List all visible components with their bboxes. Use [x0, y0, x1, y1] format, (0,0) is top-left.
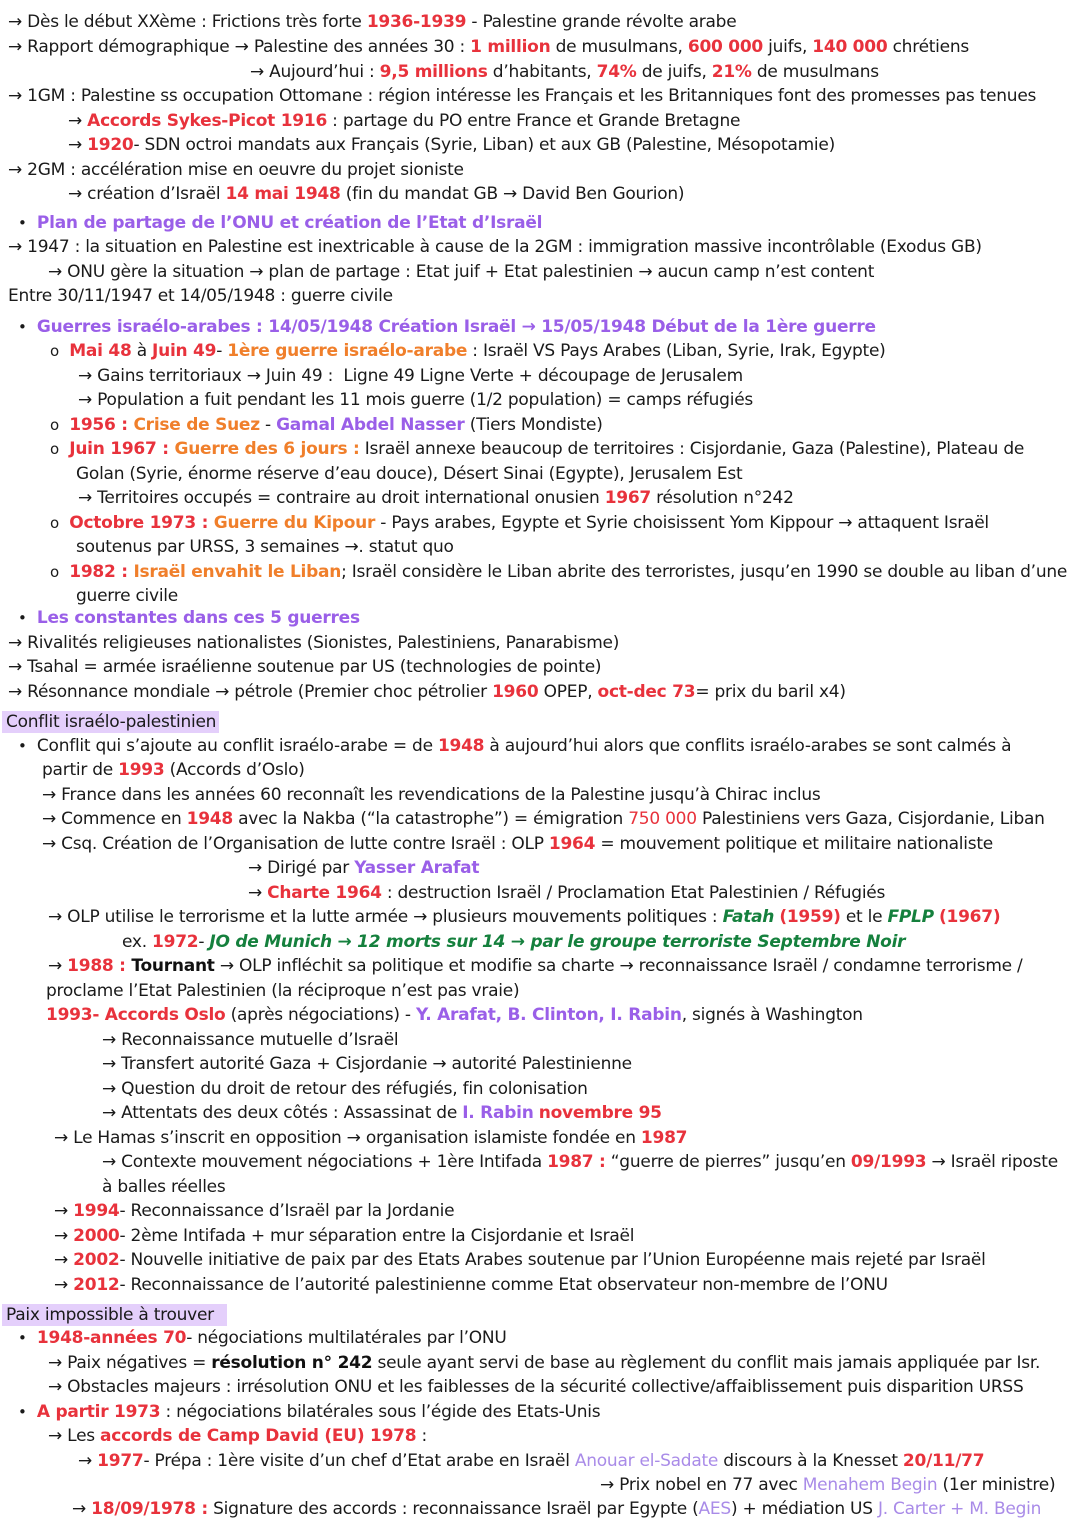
note-text: 1948: [186, 809, 233, 829]
bullet-marker: o: [50, 342, 59, 360]
bullet-marker: o: [50, 514, 59, 532]
note-line: [48, 954, 1023, 978]
note-text: [59, 562, 69, 582]
note-text: 140 000: [812, 37, 888, 57]
note-text: proclame l’Etat Palestinien (la réciproque n’est pas vraie): [46, 981, 520, 1001]
note-line: [8, 84, 1036, 108]
note-text: 1948: [437, 736, 485, 756]
note-text: (1967): [939, 907, 1001, 927]
note-text: → Prix nobel en 77 avec: [600, 1475, 803, 1495]
note-text: Charte 1964: [267, 883, 382, 903]
note-text: → Israël riposte: [926, 1152, 1058, 1172]
note-text: → Tsahal = armée israélienne soutenue par US (technologies de pointe): [8, 657, 602, 677]
note-text: [27, 213, 37, 233]
note-text: oct-dec 73: [597, 682, 696, 702]
note-text: 74%: [596, 62, 637, 82]
note-text: Palestiniens vers Gaza, Cisjordanie, Liban: [696, 809, 1045, 829]
note-line: [248, 856, 479, 880]
note-text: - Nouvelle initiative de paix par des Etats Arabes soutenue par l’Union Européenne mais rejeté par Israël: [119, 1250, 986, 1270]
note-text: novembre 95: [538, 1103, 662, 1123]
note-text: → Gains territoriaux → Juin 49 : Ligne 49 Ligne Verte + découpage de Jerusalem: [78, 366, 743, 386]
note-text: → Rapport démographique → Palestine des années 30 :: [8, 37, 471, 57]
note-text: - Pays arabes, Egypte et Syrie choisissent Yom Kippour → attaquent Israël: [375, 513, 989, 533]
note-text: → Paix négatives =: [48, 1353, 212, 1373]
note-line: [68, 109, 740, 133]
note-line: [46, 1003, 863, 1027]
note-line: [68, 133, 835, 157]
note-text: Accords Sykes-Picot 1916: [87, 111, 328, 131]
note-line: [50, 511, 989, 535]
note-text: 750 000: [628, 809, 697, 829]
note-text: → Dirigé par: [248, 858, 355, 878]
note-line: [600, 1473, 1055, 1497]
note-text: [59, 513, 69, 533]
note-line: [102, 1028, 398, 1052]
note-text: →: [68, 135, 88, 155]
note-line: [54, 1199, 454, 1223]
note-line: [78, 388, 753, 412]
note-line: [8, 10, 736, 34]
note-line: [78, 364, 743, 388]
note-text: FPLP: [887, 907, 934, 927]
bullet-marker: •: [18, 737, 27, 755]
note-text: →: [248, 883, 268, 903]
note-text: chrétiens: [887, 37, 970, 57]
note-line: [102, 1101, 662, 1125]
note-text: :: [416, 1426, 427, 1446]
note-line: [46, 979, 519, 1003]
bullet-marker: •: [18, 1403, 27, 1421]
note-text: → Question du droit de retour des réfugiés, fin colonisation: [102, 1079, 588, 1099]
note-text: et le: [840, 907, 888, 927]
note-text: -: [198, 932, 210, 952]
note-text: accords de Camp David (EU) 1978: [100, 1426, 417, 1446]
note-text: - SDN octroi mandats aux Français (Syrie, Liban) et aux GB (Palestine, Mésopotamie): [133, 135, 835, 155]
note-text: 600 000: [687, 37, 763, 57]
note-line: [8, 631, 619, 655]
note-text: ) + médiation US: [730, 1499, 878, 1519]
note-line: [8, 655, 601, 679]
note-text: de musulmans: [751, 62, 879, 82]
note-text: 1982 :: [69, 562, 134, 582]
note-text: 1988 :: [67, 956, 132, 976]
note-text: 1920: [87, 135, 134, 155]
note-text: de juifs,: [636, 62, 712, 82]
note-line: [68, 182, 684, 206]
note-text: Golan (Syrie, énorme réserve d’eau douce), Désert Sinai (Egypte), Jerusalem Est: [76, 464, 743, 484]
note-text: Fatah: [722, 907, 775, 927]
note-text: [27, 608, 37, 628]
note-line: [42, 783, 820, 807]
note-text: 1977: [97, 1451, 144, 1471]
note-text: 9,5 millions: [379, 62, 488, 82]
note-text: → Population a fuit pendant les 11 mois guerre (1/2 population) = camps réfugiés: [78, 390, 754, 410]
note-text: (après négociations) -: [225, 1005, 416, 1025]
note-text: → Csq. Création de l’Organisation de lutte contre Israël : OLP: [42, 834, 549, 854]
note-text: → France dans les années 60 reconnaît les revendications de la Palestine jusqu’à Chirac inclus: [42, 785, 821, 805]
note-line: [18, 1326, 507, 1350]
note-text: Gamal Abdel Nasser: [276, 415, 465, 435]
note-text: Mai 48: [69, 341, 132, 361]
note-text: partir de: [42, 760, 119, 780]
note-line: [18, 315, 876, 339]
note-line: [54, 1126, 687, 1150]
note-text: → Transfert autorité Gaza + Cisjordanie → autorité Palestinienne: [102, 1054, 632, 1074]
bullet-marker: •: [18, 609, 27, 627]
note-text: (1er ministre): [937, 1475, 1056, 1495]
note-text: Israël envahit le Liban: [133, 562, 342, 582]
note-text: 1 million: [470, 37, 551, 57]
note-text: : négociations bilatérales sous l’égide des Etats-Unis: [160, 1402, 601, 1422]
note-text: 1936-1939: [366, 12, 467, 32]
note-text: 14 mai 1948: [225, 184, 341, 204]
note-text: = mouvement politique et militaire nationaliste: [595, 834, 993, 854]
note-text: à aujourd’hui alors que conflits israélo-arabes se sont calmés à: [484, 736, 1012, 756]
note-text: guerre civile: [76, 586, 178, 606]
note-line: [102, 1175, 226, 1199]
note-text: →: [54, 1226, 74, 1246]
note-line: [8, 284, 393, 308]
note-text: (Accords d’Oslo): [164, 760, 305, 780]
note-text: Juin 49: [152, 341, 217, 361]
note-line: [48, 1375, 1023, 1399]
note-text: résolution n° 242: [211, 1353, 373, 1373]
note-line: [48, 905, 1000, 929]
note-text: Conflit qui s’ajoute au conflit israélo-arabe = de: [26, 736, 438, 756]
note-text: 1987 :: [547, 1152, 606, 1172]
section-title: Paix impossible à trouver: [2, 1304, 227, 1326]
note-text: Guerres israélo-arabes : 14/05/1948 Création Israël → 15/05/1948 Début de la 1ère guerre: [36, 317, 876, 337]
note-text: juifs,: [763, 37, 813, 57]
note-text: → OLP utilise le terrorisme et la lutte armée → plusieurs mouvements politiques :: [48, 907, 723, 927]
note-text: 09/1993: [850, 1152, 927, 1172]
note-text: Plan de partage de l’ONU et création de l’Etat d’Israël: [36, 213, 543, 233]
bullet-marker: •: [18, 318, 27, 336]
note-text: [27, 1328, 37, 1348]
note-line: [102, 1150, 1058, 1174]
note-text: : partage du PO entre France et Grande Bretagne: [327, 111, 741, 131]
note-text: 2012: [73, 1275, 120, 1295]
note-text: Juin 1967 :: [69, 439, 175, 459]
note-text: 2002: [73, 1250, 120, 1270]
note-line: [48, 260, 874, 284]
note-line: [250, 60, 879, 84]
note-text: J. Carter + M. Begin: [877, 1499, 1042, 1519]
note-line: [2, 710, 219, 734]
note-text: → Résonnance mondiale → pétrole (Premier choc pétrolier: [8, 682, 493, 702]
note-text: →: [54, 1201, 74, 1221]
note-text: AES: [698, 1499, 731, 1519]
note-line: [8, 158, 464, 182]
note-line: [18, 606, 360, 630]
note-line: [2, 1303, 227, 1327]
note-text: 1ère guerre israélo-arabe: [227, 341, 468, 361]
note-text: 1993: [118, 760, 165, 780]
note-text: : destruction Israël / Proclamation Etat Palestinien / Réfugiés: [381, 883, 886, 903]
note-text: seule ayant servi de base au règlement du conflit mais jamais appliquée par Isr.: [372, 1353, 1041, 1373]
note-line: [248, 881, 885, 905]
note-text: 21%: [711, 62, 752, 82]
note-text: →: [54, 1275, 74, 1295]
note-text: [59, 341, 69, 361]
note-text: Octobre 1973 :: [69, 513, 214, 533]
bullet-marker: •: [18, 1329, 27, 1347]
note-line: [42, 807, 1045, 831]
note-line: [8, 680, 846, 704]
note-text: Signature des accords : reconnaissance Israël par Egypte (: [207, 1499, 699, 1519]
note-text: → Aujourd’hui :: [250, 62, 380, 82]
note-text: (fin du mandat GB → David Ben Gourion): [340, 184, 685, 204]
note-text: - Prépa : 1ère visite d’un chef d’Etat arabe en Israël: [143, 1451, 575, 1471]
note-text: →: [48, 956, 68, 976]
note-text: 1994: [73, 1201, 120, 1221]
note-text: 2000: [73, 1226, 120, 1246]
bullet-marker: o: [50, 416, 59, 434]
note-text: A partir 1973: [36, 1402, 161, 1422]
note-text: -: [259, 415, 277, 435]
note-text: → Obstacles majeurs : irrésolution ONU et les faiblesses de la sécurité collective/affaiblissement puis disparition URSS: [48, 1377, 1024, 1397]
note-text: (Tiers Mondiste): [464, 415, 603, 435]
note-text: , signés à Washington: [681, 1005, 863, 1025]
note-text: [59, 415, 69, 435]
note-text: → Le Hamas s’inscrit en opposition → organisation islamiste fondée en: [54, 1128, 641, 1148]
note-line: [122, 930, 905, 954]
note-text: Les constantes dans ces 5 guerres: [36, 608, 360, 628]
note-text: → Les: [48, 1426, 101, 1446]
note-text: → Attentats des deux côtés : Assassinat de: [102, 1103, 463, 1123]
note-text: -: [216, 341, 228, 361]
note-line: [50, 413, 603, 437]
note-text: 18/09/1978 :: [91, 1499, 208, 1519]
note-line: [78, 486, 794, 510]
note-text: [27, 317, 37, 337]
note-text: →: [54, 1250, 74, 1270]
note-text: OPEP,: [538, 682, 598, 702]
note-text: → OLP infléchit sa politique et modifie sa charte → reconnaissance Israël / condamne terrorisme /: [214, 956, 1023, 976]
note-text: JO de Munich → 12 morts sur 14 → par le groupe terroriste Septembre Noir: [209, 932, 906, 952]
note-text: ex.: [122, 932, 153, 952]
note-line: [50, 437, 1024, 461]
note-line: [50, 560, 1067, 584]
note-line: [42, 758, 305, 782]
note-text: - Reconnaissance de l’autorité palestinienne comme Etat observateur non-membre de l’ONU: [119, 1275, 888, 1295]
note-text: Anouar el-Sadate: [574, 1451, 719, 1471]
note-text: → Dès le début XXème : Frictions très forte: [8, 12, 367, 32]
note-line: [76, 462, 742, 486]
note-text: à: [131, 341, 153, 361]
note-text: 1972: [152, 932, 199, 952]
note-line: [18, 211, 542, 235]
note-text: Israël annexe beaucoup de territoires : Cisjordanie, Gaza (Palestine), Plateau de: [359, 439, 1025, 459]
note-text: → création d’Israël: [68, 184, 226, 204]
note-line: [18, 734, 1011, 758]
note-text: “guerre de pierres” jusqu’en: [605, 1152, 851, 1172]
note-line: [50, 339, 886, 363]
note-line: [48, 1351, 1040, 1375]
note-text: → 1GM : Palestine ss occupation Ottomane : région intéresse les Français et les Britanniques font des promesses pas tenues: [8, 86, 1037, 106]
note-text: Tournant: [131, 956, 215, 976]
note-text: : Israël VS Pays Arabes (Liban, Syrie, Irak, Egypte): [467, 341, 886, 361]
note-text: → Contexte mouvement négociations + 1ère Intifada: [102, 1152, 548, 1172]
note-text: - négociations multilatérales par l’ONU: [186, 1328, 507, 1348]
note-text: → Territoires occupés = contraire au droit international onusien: [78, 488, 605, 508]
note-line: [8, 35, 969, 59]
note-text: Guerre des 6 jours :: [174, 439, 360, 459]
note-text: → Rivalités religieuses nationalistes (Sionistes, Palestiniens, Panarabisme): [8, 633, 620, 653]
note-line: [54, 1248, 986, 1272]
note-text: de musulmans,: [550, 37, 688, 57]
note-text: → Reconnaissance mutuelle d’Israël: [102, 1030, 399, 1050]
note-text: 1956 :: [69, 415, 134, 435]
note-text: Yasser Arafat: [354, 858, 480, 878]
note-text: I. Rabin: [462, 1103, 534, 1123]
note-text: 1987: [640, 1128, 688, 1148]
bullet-marker: o: [50, 440, 59, 458]
note-text: 20/11/77: [902, 1451, 985, 1471]
note-text: discours à la Knesset: [718, 1451, 903, 1471]
note-text: Crise de Suez: [133, 415, 260, 435]
note-text: →: [78, 1451, 98, 1471]
note-text: résolution n°242: [651, 488, 794, 508]
note-text: Menahem Begin: [802, 1475, 938, 1495]
note-text: - 2ème Intifada + mur séparation entre la Cisjordanie et Israël: [119, 1226, 635, 1246]
note-text: 1960: [492, 682, 539, 702]
note-line: [76, 535, 454, 559]
note-text: 1964: [548, 834, 596, 854]
note-text: ; Israël considère le Liban abrite des terroristes, jusqu’en 1990 se double au liban d’une: [341, 562, 1068, 582]
note-text: 1948-années 70: [36, 1328, 187, 1348]
note-text: → 2GM : accélération mise en oeuvre du projet sioniste: [8, 160, 464, 180]
note-text: à balles réelles: [102, 1177, 226, 1197]
note-text: = prix du baril x4): [695, 682, 846, 702]
note-text: → 1947 : la situation en Palestine est inextricable à cause de la 2GM : immigration massive incontrôlable (Exodus GB): [8, 237, 982, 257]
note-line: [54, 1273, 888, 1297]
note-text: 1967: [604, 488, 652, 508]
section-title: Conflit israélo-palestinien: [2, 711, 219, 733]
note-text: Entre 30/11/1947 et 14/05/1948 : guerre civile: [8, 286, 393, 306]
note-line: [72, 1497, 1041, 1521]
note-text: Guerre du Kipour: [213, 513, 376, 533]
note-line: [102, 1077, 588, 1101]
note-text: Y. Arafat, B. Clinton, I. Rabin: [415, 1005, 682, 1025]
note-text: [59, 439, 69, 459]
note-line: [18, 1400, 600, 1424]
note-text: → ONU gère la situation → plan de partage : Etat juif + Etat palestinien → aucun camp n’est content: [48, 262, 875, 282]
note-line: [42, 832, 993, 856]
bullet-marker: o: [50, 563, 59, 581]
note-text: →: [68, 111, 88, 131]
note-text: →: [72, 1499, 92, 1519]
note-line: [78, 1449, 984, 1473]
note-text: - Palestine grande révolte arabe: [466, 12, 737, 32]
note-text: → Commence en: [42, 809, 187, 829]
note-text: avec la Nakba (“la catastrophe”) = émigration: [232, 809, 629, 829]
bullet-marker: •: [18, 214, 27, 232]
note-line: [54, 1224, 634, 1248]
note-line: [48, 1424, 427, 1448]
note-line: [76, 584, 178, 608]
note-text: - Reconnaissance d’Israël par la Jordanie: [119, 1201, 455, 1221]
note-text: [27, 1402, 37, 1422]
note-line: [102, 1052, 632, 1076]
note-text: d’habitants,: [487, 62, 597, 82]
note-text: soutenus par URSS, 3 semaines →. statut quo: [76, 537, 454, 557]
note-line: [8, 235, 982, 259]
note-text: (1959): [779, 907, 841, 927]
note-text: 1993- Accords Oslo: [46, 1005, 226, 1025]
